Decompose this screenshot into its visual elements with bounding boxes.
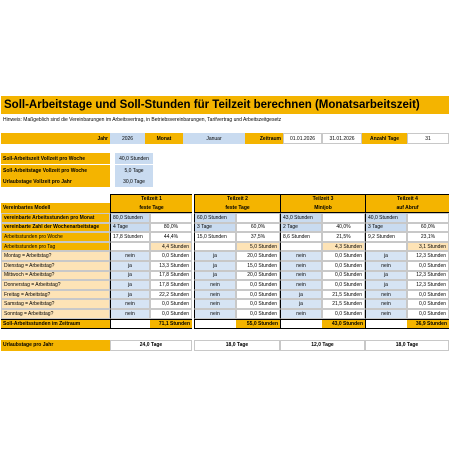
teilzeit-value[interactable]: 3 Tage — [365, 223, 407, 233]
zeitraum-label: Zeitraum — [245, 133, 283, 144]
vollzeit-value[interactable]: 30,0 Tage — [115, 176, 153, 187]
arbeitstag-select[interactable]: nein — [280, 261, 322, 271]
zeitraum-bis: 31.01.2026 — [322, 133, 362, 144]
teilzeit-header: Teilzeit 4 — [365, 194, 449, 203]
arbeitstag-select[interactable]: ja — [280, 299, 322, 309]
teilzeit-value-secondary: 37,5% — [236, 232, 280, 242]
teilzeit-value[interactable]: 4 Tage — [110, 223, 150, 233]
teilzeit-value-secondary: 22,2 Stunden — [150, 290, 192, 300]
total-label: Soll-Arbeitsstunden im Zeitraum — [1, 319, 110, 329]
teilzeit-value-secondary: 12,3 Stunden — [407, 251, 449, 261]
arbeitstag-select[interactable]: nein — [110, 309, 150, 319]
arbeitstag-select[interactable]: ja — [280, 290, 322, 300]
teilzeit-header: Teilzeit 2 — [194, 194, 280, 203]
teilzeit-value-secondary: 13,3 Stunden — [150, 261, 192, 271]
urlaub-value: 18,0 Tage — [365, 340, 449, 351]
teilzeit-value-secondary: 21,5 Stunden — [322, 299, 365, 309]
teilzeit-value: 17,8 Stunden — [110, 232, 150, 242]
teilzeit-value-secondary: 15,0 Stunden — [236, 261, 280, 271]
teilzeit-value — [194, 242, 236, 252]
teilzeit-modell[interactable]: feste Tage — [194, 203, 280, 213]
teilzeit-value-secondary: 40,0% — [322, 223, 365, 233]
teilzeit-value-secondary: 12,3 Stunden — [407, 271, 449, 281]
arbeitstag-select[interactable]: nein — [365, 290, 407, 300]
teilzeit-value[interactable]: 40,0 Stunden — [365, 213, 407, 223]
row-label: Donnerstag = Arbeitstag? — [1, 280, 110, 290]
row-label: Samstag = Arbeitstag? — [1, 299, 110, 309]
teilzeit-value-secondary: 0,0 Stunden — [322, 280, 365, 290]
teilzeit-modell[interactable]: feste Tage — [110, 203, 192, 213]
arbeitstag-select[interactable]: nein — [280, 280, 322, 290]
teilzeit-value-secondary: 0,0 Stunden — [407, 299, 449, 309]
teilzeit-value-secondary: 17,8 Stunden — [150, 280, 192, 290]
teilzeit-value-secondary: 4,4 Stunden — [150, 242, 192, 252]
teilzeit-value-secondary: 0,0 Stunden — [322, 261, 365, 271]
row-label: Arbeitsstunden pro Woche — [1, 232, 110, 242]
teilzeit-value-secondary: 0,0 Stunden — [322, 251, 365, 261]
arbeitstag-select[interactable]: ja — [110, 280, 150, 290]
monat-input[interactable]: Januar — [183, 133, 245, 144]
teilzeit-value — [110, 242, 150, 252]
teilzeit-header: Teilzeit 3 — [280, 194, 365, 203]
vollzeit-label: Soll-Arbeitstage Vollzeit pro Woche — [1, 165, 110, 176]
teilzeit-value-secondary: 0,0 Stunden — [407, 309, 449, 319]
teilzeit-value-secondary: 44,4% — [150, 232, 192, 242]
teilzeit-value-secondary — [407, 213, 449, 223]
teilzeit-value-secondary: 12,3 Stunden — [407, 280, 449, 290]
row-label: Arbeitsstunden pro Tag — [1, 242, 110, 252]
teilzeit-value-secondary: 0,0 Stunden — [150, 251, 192, 261]
arbeitstag-select[interactable]: ja — [110, 261, 150, 271]
teilzeit-value — [365, 242, 407, 252]
teilzeit-value-secondary: 5,0 Stunden — [236, 242, 280, 252]
teilzeit-value[interactable]: 43,0 Stunden — [280, 213, 322, 223]
jahr-label: Jahr — [1, 133, 110, 144]
row-label: Mittwoch = Arbeitstag? — [1, 271, 110, 281]
teilzeit-value-secondary: 20,0 Stunden — [236, 251, 280, 261]
arbeitstag-select[interactable]: ja — [194, 261, 236, 271]
total-spacer — [194, 319, 236, 329]
total-value: 55,0 Stunden — [236, 319, 280, 329]
urlaub-value: 18,0 Tage — [194, 340, 280, 351]
urlaub-value: 12,0 Tage — [280, 340, 365, 351]
arbeitstag-select[interactable]: nein — [280, 309, 322, 319]
arbeitstag-select[interactable]: nein — [194, 309, 236, 319]
urlaub-value: 24,0 Tage — [110, 340, 192, 351]
arbeitstag-select[interactable]: nein — [365, 261, 407, 271]
teilzeit-value-secondary: 0,0 Stunden — [150, 309, 192, 319]
arbeitstag-select[interactable]: ja — [365, 280, 407, 290]
hint-text: Hinweis: Maßgeblich sind die Vereinbarungen im Arbeitsvertrag, in Betriebsvereinbarungen, Tarifvertrag und Arbeitszeitgesetz — [3, 117, 282, 123]
teilzeit-value-secondary: 0,0 Stunden — [407, 290, 449, 300]
total-value: 43,0 Stunden — [322, 319, 365, 329]
teilzeit-value-secondary: 80,0% — [150, 223, 192, 233]
arbeitstag-select[interactable]: nein — [194, 280, 236, 290]
teilzeit-value[interactable]: 3 Tage — [194, 223, 236, 233]
teilzeit-value-secondary: 21,5 Stunden — [322, 290, 365, 300]
arbeitstag-select[interactable]: nein — [110, 251, 150, 261]
arbeitstag-select[interactable]: nein — [280, 271, 322, 281]
teilzeit-value: 9,2 Stunden — [365, 232, 407, 242]
teilzeit-value-secondary: 21,5% — [322, 232, 365, 242]
teilzeit-value-secondary: 0,0 Stunden — [236, 309, 280, 319]
total-spacer — [365, 319, 407, 329]
sheet-title: Soll-Arbeitstage und Soll-Stunden für Teilzeit berechnen (Monatsarbeitszeit) — [1, 96, 449, 114]
row-label: vereinbarte Arbeitsstunden pro Monat — [1, 213, 110, 223]
teilzeit-value-secondary: 23,1% — [407, 232, 449, 242]
teilzeit-value-secondary: 3,1 Stunden — [407, 242, 449, 252]
vollzeit-value[interactable]: 5,0 Tage — [115, 165, 153, 176]
teilzeit-value: 8,6 Stunden — [280, 232, 322, 242]
arbeitstag-select[interactable]: nein — [280, 251, 322, 261]
row-label: Dienstag = Arbeitstag? — [1, 261, 110, 271]
arbeitstag-select[interactable]: nein — [110, 299, 150, 309]
teilzeit-value-secondary: 0,0 Stunden — [322, 309, 365, 319]
teilzeit-value-secondary: 20,0 Stunden — [236, 271, 280, 281]
teilzeit-value-secondary — [150, 213, 192, 223]
jahr-input[interactable]: 2026 — [110, 133, 145, 144]
teilzeit-value[interactable]: 2 Tage — [280, 223, 322, 233]
teilzeit-value-secondary: 0,0 Stunden — [322, 271, 365, 281]
teilzeit-value-secondary: 0,0 Stunden — [150, 299, 192, 309]
teilzeit-modell[interactable]: auf Abruf — [365, 203, 449, 213]
zeitraum-von: 01.01.2026 — [283, 133, 322, 144]
arbeitstag-select[interactable]: nein — [194, 290, 236, 300]
arbeitstag-select[interactable]: ja — [194, 251, 236, 261]
arbeitstag-select[interactable]: nein — [365, 299, 407, 309]
teilzeit-header: Teilzeit 1 — [110, 194, 192, 203]
teilzeit-value-secondary: 60,0% — [236, 223, 280, 233]
anzahl-tage-value: 31 — [407, 133, 449, 144]
teilzeit-value-secondary: 60,0% — [407, 223, 449, 233]
teilzeit-value[interactable]: 80,0 Stunden — [110, 213, 150, 223]
row-label: Sonntag = Arbeitstag? — [1, 309, 110, 319]
arbeitstag-select[interactable]: ja — [365, 271, 407, 281]
teilzeit-value-secondary: 4,3 Stunden — [322, 242, 365, 252]
monat-label: Monat — [145, 133, 183, 144]
arbeitstag-select[interactable]: nein — [365, 309, 407, 319]
arbeitstag-select[interactable]: ja — [365, 251, 407, 261]
arbeitstag-select[interactable]: ja — [194, 271, 236, 281]
teilzeit-modell[interactable]: Minijob — [280, 203, 365, 213]
teilzeit-value-secondary: 0,0 Stunden — [236, 290, 280, 300]
teilzeit-value-secondary — [322, 213, 365, 223]
vereinbartes-modell-label: Vereinbartes Modell — [1, 203, 110, 213]
total-value: 36,9 Stunden — [407, 319, 449, 329]
urlaub-label: Urlaubstage pro Jahr — [1, 340, 110, 351]
teilzeit-value: 15,0 Stunden — [194, 232, 236, 242]
vollzeit-value[interactable]: 40,0 Stunden — [115, 153, 153, 164]
teilzeit-value-secondary: 0,0 Stunden — [236, 280, 280, 290]
vollzeit-label: Urlaubstage Vollzeit pro Jahr — [1, 176, 110, 187]
row-label: vereinbarte Zahl der Wochenarbeitstage — [1, 223, 110, 233]
teilzeit-value — [280, 242, 322, 252]
anzahl-tage-label: Anzahl Tage — [362, 133, 407, 144]
teilzeit-value-secondary: 0,0 Stunden — [236, 299, 280, 309]
arbeitstag-select[interactable]: ja — [110, 271, 150, 281]
total-spacer — [280, 319, 322, 329]
row-label: Montag = Arbeitstag? — [1, 251, 110, 261]
arbeitstag-select[interactable]: nein — [194, 299, 236, 309]
teilzeit-value-secondary — [236, 213, 280, 223]
teilzeit-value[interactable]: 60,0 Stunden — [194, 213, 236, 223]
vollzeit-label: Soll-Arbeitszeit Vollzeit pro Woche — [1, 153, 110, 164]
arbeitstag-select[interactable]: ja — [110, 290, 150, 300]
teilzeit-value-secondary: 0,0 Stunden — [407, 261, 449, 271]
row-label: Freitag = Arbeitstag? — [1, 290, 110, 300]
total-value: 71,1 Stunden — [150, 319, 192, 329]
teilzeit-value-secondary: 17,8 Stunden — [150, 271, 192, 281]
total-spacer — [110, 319, 150, 329]
